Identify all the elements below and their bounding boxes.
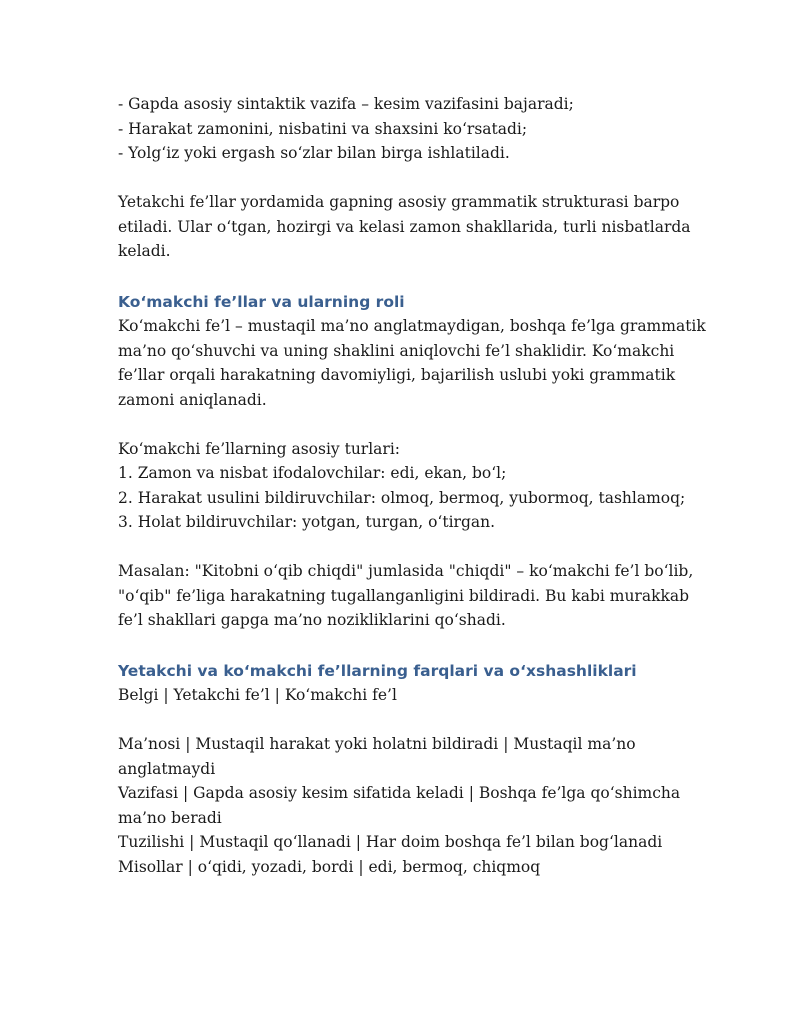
paragraph-line: ma’no qo‘shuvchi va uning shaklini aniqlovchi fe’l shaklidir. Ko‘makchi [118, 341, 675, 360]
example-paragraph [118, 559, 718, 633]
table-header-row: Belgi | Yetakchi fe’l | Ko‘makchi fe’l [118, 686, 397, 704]
table-row: anglatmaydi [118, 759, 216, 778]
list-item: - Harakat zamonini, nisbatini va shaxsini ko‘rsatadi; [118, 119, 528, 138]
paragraph [118, 190, 718, 264]
list-item: - Yolg‘iz yoki ergash so‘zlar bilan birga ishlatiladi. [118, 144, 510, 162]
table-row: Misollar | o‘qidi, yozadi, bordi | edi, bermoq, chiqmoq [118, 857, 541, 876]
paragraph-line: fe’l shakllari gapga ma’no nozikliklarini qo‘shadi. [118, 611, 506, 629]
table-row: Ma’nosi | Mustaqil harakat yoki holatni bildiradi | Mustaqil ma’no [118, 735, 636, 753]
intro-list [118, 92, 718, 166]
table-row: Vazifasi | Gapda asosiy kesim sifatida keladi | Boshqa fe’lga qo‘shimcha [118, 784, 681, 802]
section-heading: Ko‘makchi fe’llar va ularning roli [118, 292, 405, 311]
document-page [118, 92, 718, 879]
paragraph [118, 314, 718, 412]
list-item: 1. Zamon va nisbat ifodalovchilar: edi, ekan, bo‘l; [118, 464, 507, 482]
section-heading: Yetakchi va ko‘makchi fe’llarning farqlari va o‘xshashliklari [118, 661, 637, 680]
comparison-rows [118, 732, 718, 879]
paragraph-line: fe’llar orqali harakatning davomiyligi, bajarilish uslubi yoki grammatik [118, 366, 676, 384]
table-row: ma’no beradi [118, 808, 222, 827]
types-list [118, 437, 718, 535]
paragraph-line: keladi. [118, 242, 171, 260]
paragraph-line: Yetakchi fe’llar yordamida gapning asosiy grammatik strukturasi barpo [118, 193, 680, 211]
comparison-header [118, 683, 718, 708]
list-item: 3. Holat bildiruvchilar: yotgan, turgan, o‘tirgan. [118, 513, 496, 531]
paragraph-line: Masalan: "Kitobni o‘qib chiqdi" jumlasida "chiqdi" – ko‘makchi fe’l bo‘lib, [118, 562, 694, 580]
list-item: 2. Harakat usulini bildiruvchilar: olmoq, bermoq, yubormoq, tashlamoq; [118, 488, 686, 507]
table-row: Tuzilishi | Mustaqil qo‘llanadi | Har doim boshqa fe’l bilan bog‘lanadi [118, 833, 663, 851]
list-title: Ko‘makchi fe’llarning asosiy turlari: [118, 439, 401, 458]
list-item: - Gapda asosiy sintaktik vazifa – kesim vazifasini bajaradi; [118, 95, 574, 113]
paragraph-line: Ko‘makchi fe’l – mustaqil ma’no anglatmaydigan, boshqa fe’lga grammatik [118, 317, 706, 335]
paragraph-line: etiladi. Ular o‘tgan, hozirgi va kelasi zamon shakllarida, turli nisbatlarda [118, 217, 691, 236]
paragraph-line: "o‘qib" fe’liga harakatning tugallanganligini bildiradi. Bu kabi murakkab [118, 586, 690, 605]
paragraph-line: zamoni aniqlanadi. [118, 390, 267, 409]
